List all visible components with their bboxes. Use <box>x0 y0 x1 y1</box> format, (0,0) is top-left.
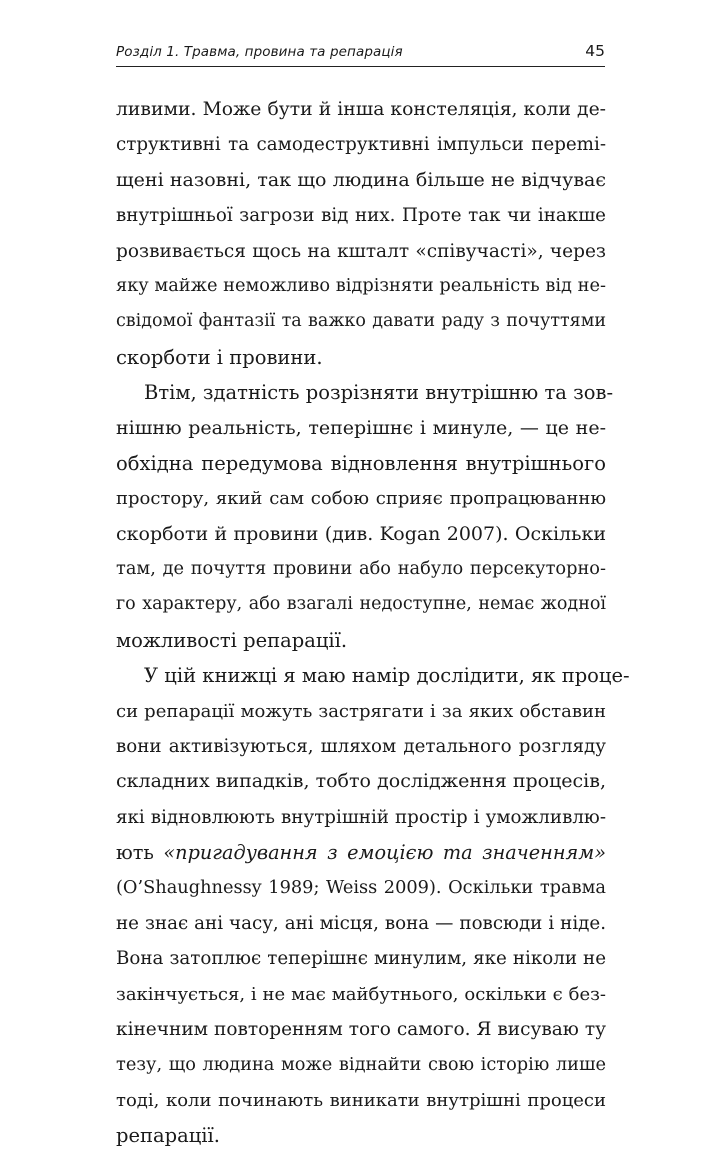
text-line-mixed <box>116 835 606 870</box>
page-number: 45 <box>585 42 605 60</box>
text-line: щені назовні, так що людина більше не відчуває <box>116 168 606 191</box>
text-fragment: ють <box>116 841 154 865</box>
text-line: простору, який сам собою сприяє пропрацюванню <box>116 488 606 510</box>
text-line: скорботи і провини. <box>116 345 323 369</box>
text-line: скорботи й провини (див. Kogan 2007). Оскільки <box>116 522 606 545</box>
text-line: не знає ані часу, ані місця, вона — повсюди і ніде. <box>116 912 606 934</box>
text-line: складних випадків, тобто дослідження процесів, <box>116 770 606 793</box>
text-line: обхідна передумова відновлення внутрішнього <box>116 451 606 475</box>
running-title: Розділ 1. Травма, провина та репарація <box>116 44 403 60</box>
text-line: закінчується, і не має майбутнього, оскільки є без- <box>116 983 606 1005</box>
text-line: кінечним повторенням того самого. Я висуваю ту <box>116 1019 606 1041</box>
text-line: си репарації можуть застрягати і за яких обставин <box>116 700 606 722</box>
text-line: го характеру, або взагалі недоступне, немає жодної <box>116 594 606 615</box>
body-text <box>116 92 630 1154</box>
text-line: тоді, коли починають виникати внутрішні процеси <box>116 1089 606 1111</box>
text-line: У цій книжці я маю намір дослідити, як проце- <box>144 664 630 688</box>
text-line: Вона затоплює теперішнє минулим, яке ніколи не <box>116 948 606 970</box>
text-line: розвивається щось на кшталт «співучасті», через <box>116 240 606 262</box>
text-line: репарації. <box>116 1124 220 1148</box>
text-line: внутрішньої загрози від них. Проте так чи інакше <box>116 205 606 227</box>
text-line: можливості репарації. <box>116 628 348 652</box>
text-line: вони активізуються, шляхом детального розгляду <box>116 736 606 758</box>
text-line: ливими. Може бути й інша констеляція, коли де- <box>116 99 606 120</box>
text-line: свідомої фантазії та важко давати раду з почуттями <box>116 311 606 332</box>
text-line: там, де почуття провини або набуло персекуторно- <box>116 559 606 580</box>
text-line: яку майже неможливо відрізняти реальність від не- <box>116 275 606 296</box>
text-line: Втім, здатність розрізняти внутрішню та зов- <box>144 381 614 405</box>
text-line: нішню реальність, теперішнє і минуле, — це не- <box>116 416 606 439</box>
text-line: структивні та самодеструктивні імпульси переmi- <box>116 134 606 156</box>
text-line: (O’Shaughnessy 1989; Weiss 2009). Оскільки травма <box>116 877 606 898</box>
text-line: які відновлюють внутрішній простір і уможливлю- <box>116 806 606 828</box>
text-line: тезу, що людина може віднайти свою історію лише <box>116 1054 606 1075</box>
running-header <box>116 40 605 67</box>
italic-quote: «пригадування з емоцією та значенням» <box>163 841 606 865</box>
